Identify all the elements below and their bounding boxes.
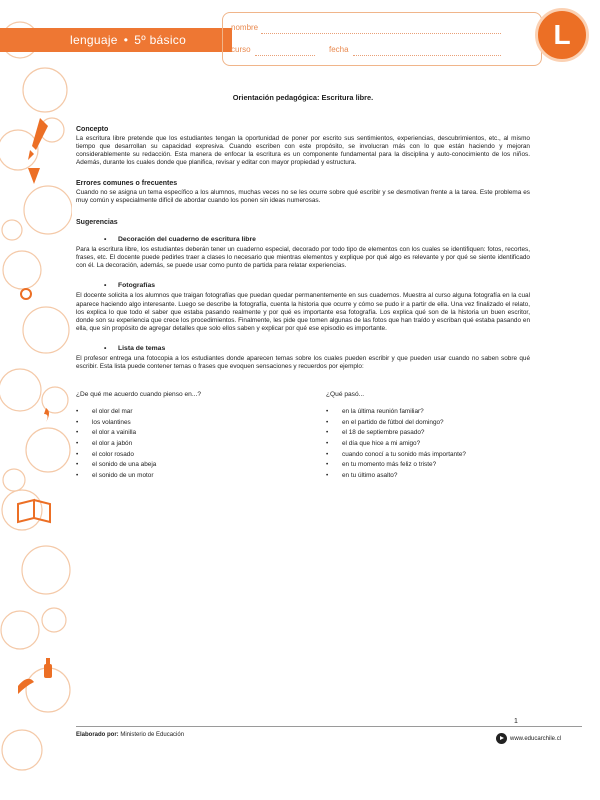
list-item: • en la última reunión familiar? — [326, 407, 526, 418]
dot-icon — [21, 289, 31, 299]
subject-band: lenguaje • 5º básico — [0, 28, 232, 52]
section-text-errores: Cuando no se asigna un tema específico a los alumnos, muchas veces no se les ocurre sobre qué escribir y se desmotivan frente a la tarea. Este problema es muy común y especialmente difícil de abordar cuando los ponen sin ideas numerosas. — [76, 188, 530, 204]
course-line[interactable] — [255, 55, 315, 56]
section-heading-concepto: Concepto — [76, 126, 109, 134]
footer-credit — [76, 732, 184, 738]
pen-nib-icon — [28, 168, 40, 184]
level-label: 5º básico — [134, 33, 187, 47]
date-label: fecha — [329, 45, 349, 54]
section-text-concepto: La escritura libre pretende que los estudiantes tengan la oportunidad de poner por escrito sus sentimientos, experiencias, descubrimientos, etc., al mismo tiempo que desarrollan su capacidad expresiva. Cuando escriben con este propósito, se involucran más con lo que están haciendo y mejoran considerablemente su redacción. Esta manera de enfocar la escritura es un componente fundamental para la disciplina y auto-conocimiento de los niños. Además, durante los cuales donde que planifica, revisar y editar con mayor propiedad y estructura. — [76, 135, 530, 167]
suggestion-title-decoracion: • Decoración del cuaderno de escritura libre — [118, 236, 530, 244]
comma-icon — [44, 408, 49, 422]
list-item: • en tu momento más feliz o triste? — [326, 460, 526, 471]
section-heading-errores: Errores comunes o frecuentes — [76, 179, 178, 187]
name-line[interactable] — [261, 33, 501, 34]
section-heading-sugerencias: Sugerencias — [76, 218, 118, 226]
list-item: • los volantines — [76, 418, 296, 429]
topic-list-left — [76, 391, 296, 481]
book-icon — [18, 500, 50, 522]
play-icon — [496, 733, 507, 744]
suggestion-text-decoracion: Para la escritura libre, los estudiantes deberán tener un cuaderno especial, decorado por todo tipo de elementos con los cuales se identifiquen: fotos, recortes, frases, etc. El docente puede pedirles traer a clases lo necesario que mientras elementos y explique por qué algo es relevante y por qué se siente identificado con él. La decoración, además, se puede usar como punto de partida para relatar experiencias. — [76, 246, 530, 270]
document-title: Orientación pedagógica: Escritura libre. — [232, 93, 374, 102]
list-item: • el color rosado — [76, 450, 296, 461]
site-link[interactable]: www.educarchile.cl — [510, 735, 562, 742]
footer-divider — [76, 726, 582, 727]
date-line[interactable] — [353, 55, 501, 56]
decorative-sidebar — [0, 0, 72, 800]
footer-site[interactable] — [496, 733, 561, 744]
subject-badge: L — [535, 8, 589, 62]
bottle-icon — [44, 658, 52, 678]
topic-lists — [76, 391, 530, 511]
name-label: nombre — [231, 23, 259, 32]
subject-label: lenguaje — [70, 33, 118, 47]
suggestion-title-fotografias: • Fotografías — [118, 282, 530, 290]
topic-list-right — [326, 391, 526, 481]
list-item: • el olor a vainilla — [76, 428, 296, 439]
list-item: • el sonido de una abeja — [76, 460, 296, 471]
course-label: curso — [231, 45, 251, 54]
topic-list-left-title: ¿De qué me acuerdo cuando pienso en...? — [76, 391, 201, 399]
student-info-box — [222, 12, 542, 66]
topic-list-right-title: ¿Qué pasó... — [326, 391, 365, 399]
suggestion-text-lista: El profesor entrega una fotocopia a los estudiantes donde aparecen temas sobre los cuales pueden escribir y que pueden usar cuando no saben sobre qué escribir. Esta lista puede contener temas o frases que evoquen sensaciones y recuerdos por ejemplo: — [76, 354, 530, 371]
suggestion-text-fotografias: El docente solicita a los alumnos que traigan fotografías que puedan quedar permanentemente en sus cuadernos. Muestra al curso alguna fotografía en la cual aparece haciendo algo interesante. Luego se describe la fotografía, cuenta la historia que ocurre y cómo se pudo ir a partir de ella. Una vez finalizado el relato, los explica lo que todo el saber que estaba pasando realmente y por qué es importante esa fotografía. Los explica qué son de la historia un buen escritor, donde son su experiencia que crece los procedimientos. Finalmente, les pide que tomen algunas de las fotos que han traído y escriban qué estaba pasando en ella, que sin propósito de agregar detalles que solo ellos saben y explicar por qué ese episodio es importante. — [76, 292, 530, 332]
list-item: • el 18 de septiembre pasado? — [326, 428, 526, 439]
footer-credit-value: Ministerio de Educación — [120, 732, 185, 738]
document-body — [76, 94, 530, 511]
suggestion-title-lista: • Lista de temas — [118, 345, 530, 353]
list-item: • en tu último asalto? — [326, 471, 526, 482]
page-number: 1 — [514, 718, 518, 725]
footer-credit-label: Elaborado por: — [76, 732, 119, 738]
list-item: • el día que hice a mi amigo? — [326, 439, 526, 450]
list-item: • el olor a jabón — [76, 439, 296, 450]
list-item: • el sonido de un motor — [76, 471, 296, 482]
list-item: • cuando conocí a tu sonido más importante? — [326, 450, 526, 461]
list-item: • el olor del mar — [76, 407, 296, 418]
list-item: • en el partido de fútbol del domingo? — [326, 418, 526, 429]
